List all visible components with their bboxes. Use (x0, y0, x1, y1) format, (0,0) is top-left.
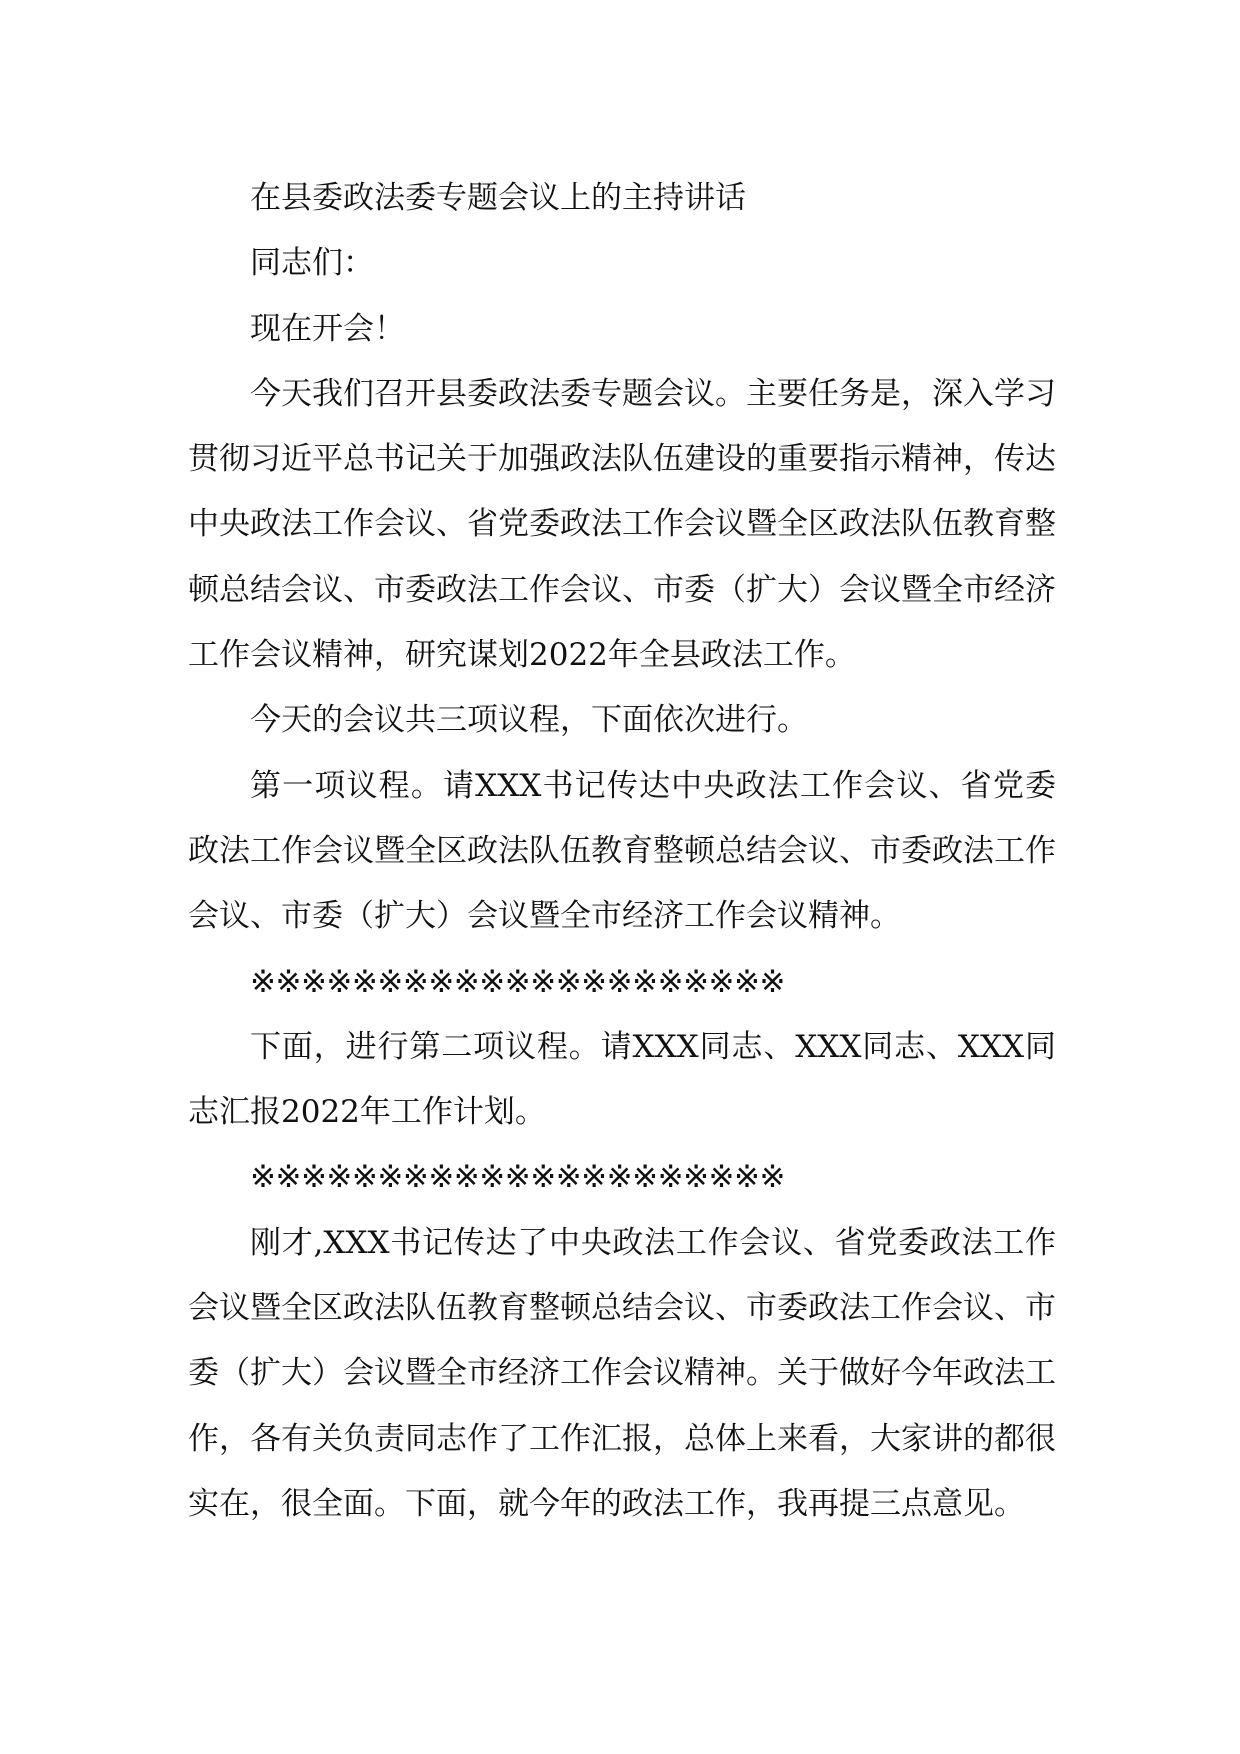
second-item-paragraph: 下面，进行第二项议程。请XXX同志、XXX同志、XXX同志汇报2022年工作计划。 (188, 1028, 1056, 1131)
document-body (188, 166, 1056, 1537)
section-separator: ※※※※※※※※※※※※※※※※※※※※※ (250, 963, 785, 1000)
first-item-paragraph: 第一项议程。请XXX书记传达中央政法工作会议、省党委政法工作会议暨全区政法队伍教育整顿总结会议、市委政法工作会议、市委（扩大）会议暨全市经济工作会议精神。 (188, 767, 1056, 935)
summary-paragraph: 刚才,XXX书记传达了中央政法工作会议、省党委政法工作会议暨全区政法队伍教育整顿总结会议、市委政法工作会议、市委（扩大）会议暨全市经济工作会议精神。关于做好今年政法工作，各有关负责同志作了工作汇报，总体上来看，大家讲的都很实在，很全面。下面，就今年的政法工作，我再提三点意见。 (188, 1224, 1056, 1522)
opening-paragraph: 现在开会！ (250, 310, 405, 347)
agenda-paragraph: 今天的会议共三项议程，下面依次进行。 (250, 702, 808, 739)
greeting-paragraph: 同志们： (250, 245, 374, 282)
section-separator: ※※※※※※※※※※※※※※※※※※※※※ (250, 1159, 785, 1196)
document-title: 在县委政法委专题会议上的主持讲话 (250, 180, 746, 216)
purpose-paragraph: 今天我们召开县委政法委专题会议。主要任务是，深入学习贯彻习近平总书记关于加强政法队伍建设的重要指示精神，传达中央政法工作会议、省党委政法工作会议暨全区政法队伍教育整顿总结会议、市委政法工作会议、市委（扩大）会议暨全市经济工作会议精神，研究谋划2022年全县政法工作。 (188, 375, 1056, 674)
